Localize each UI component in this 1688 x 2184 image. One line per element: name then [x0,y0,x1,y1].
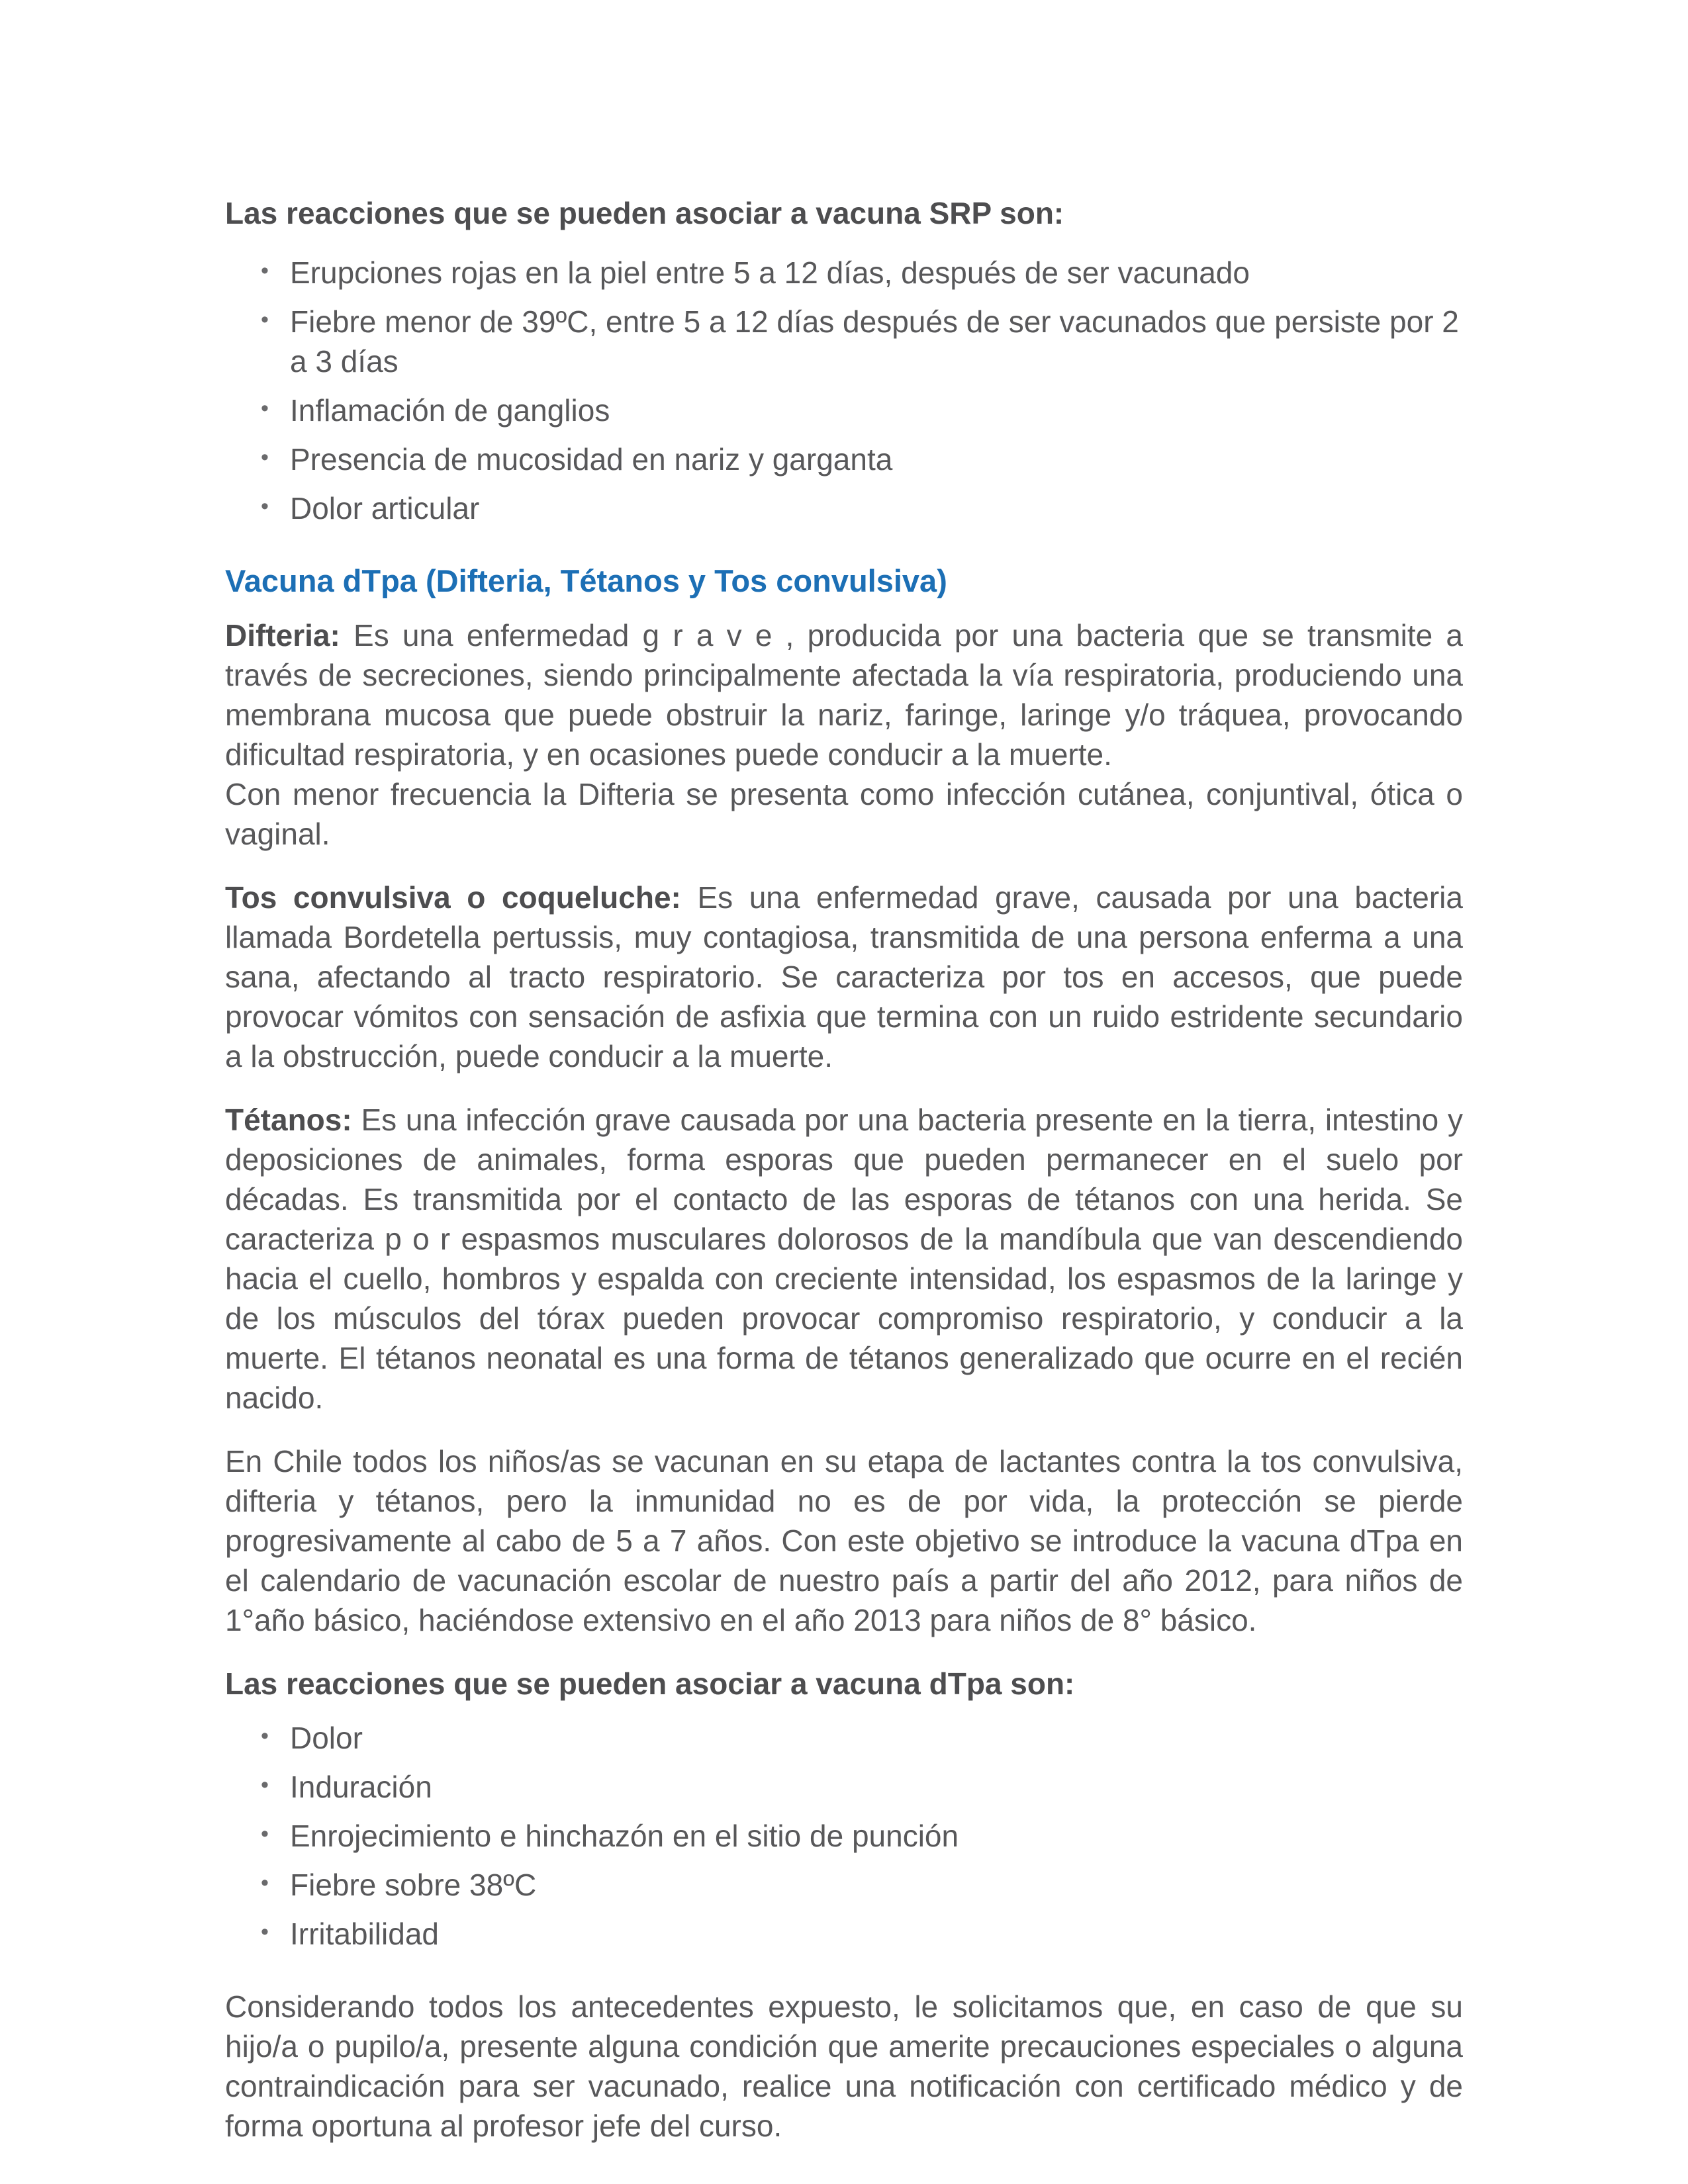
dtpa-reactions-heading: Las reacciones que se pueden asociar a vacuna dTpa son: [225,1666,1075,1701]
list-item: • Induración [290,1767,1463,1807]
difteria-lead: Difteria: [225,618,340,653]
list-item: • Dolor articular [290,488,1463,528]
list-item: • Irritabilidad [290,1914,1463,1954]
tetanos-text: Es una infección grave causada por una bacteria presente en la tierra, intestino y deposiciones de animales, forma esporas que pueden permanecer en el suelo por décadas. Es transmitida por el contacto de las esporas de tétanos con una herida. Se caracteriza p o r espasmos musculares dolorosos de la mandíbula que van descendiendo hacia el cuello, hombros y espalda con creciente intensidad, los espasmos de la laringe y de los músculos del tórax pueden provocar compromiso respiratorio, y conducir a la muerte. El tétanos neonatal es una forma de tétanos generalizado que ocurre en el recién nacido. [225,1103,1463,1415]
dtpa-reactions-list [225,1718,1463,1954]
tos-convulsiva-text: Es una enfermedad grave, causada por una bacteria llamada Bordetella pertussis, muy contagiosa, transmitida de una persona enferma a una sana, afectando al tracto respiratorio. Se caracteriza por tos en accesos, que puede provocar vómitos con sensación de asfixia que termina con un ruido estridente secundario a la obstrucción, puede conducir a la muerte. [225,880,1463,1073]
list-item: • Presencia de mucosidad en nariz y garganta [290,439,1463,479]
list-item: • Inflamación de ganglios [290,390,1463,430]
list-item: • Dolor [290,1718,1463,1758]
dtpa-vaccine-heading: Vacuna dTpa (Difteria, Tétanos y Tos convulsiva) [225,563,947,598]
list-item: • Fiebre sobre 38ºC [290,1865,1463,1905]
list-item: • Fiebre menor de 39ºC, entre 5 a 12 días después de ser vacunados que persiste por 2 a 3 días [290,302,1463,381]
list-item: • Erupciones rojas en la piel entre 5 a 12 días, después de ser vacunado [290,253,1463,293]
closing-paragraph: Considerando todos los antecedentes expuesto, le solicitamos que, en caso de que su hijo/a o pupilo/a, presente alguna condición que amerite precauciones especiales o alguna contraindicación para ser vacunado, realice una notificación con certificado médico y de forma oportuna al profesor jefe del curso. [225,1989,1463,2143]
difteria-second-line: Con menor frecuencia la Difteria se presenta como infección cutánea, conjuntival, ótica o vaginal. [225,777,1463,851]
difteria-paragraph [225,615,1463,854]
tos-convulsiva-paragraph [225,878,1463,1076]
srp-reactions-list [225,253,1463,528]
tos-convulsiva-lead: Tos convulsiva o coqueluche: [225,880,681,915]
chile-vaccination-paragraph: En Chile todos los niños/as se vacunan en su etapa de lactantes contra la tos convulsiva, difteria y tétanos, pero la inmunidad no es de por vida, la protección se pierde progresivamente al cabo de 5 a 7 años. Con este objetivo se introduce la vacuna dTpa en el calendario de vacunación escolar de nuestro país a partir del año 2012, para niños de 1°año básico, haciéndose extensivo en el año 2013 para niños de 8° básico. [225,1444,1463,1637]
tetanos-paragraph [225,1100,1463,1418]
tetanos-lead: Tétanos: [225,1103,352,1137]
srp-reactions-heading: Las reacciones que se pueden asociar a vacuna SRP son: [225,196,1064,230]
difteria-text: Es una enfermedad g r a v e , producida por una bacteria que se transmite a través de secreciones, siendo principalmente afectada la vía respiratoria, produciendo una membrana mucosa que puede obstruir la nariz, faringe, laringe y/o tráquea, provocando dificultad respiratoria, y en ocasiones puede conducir a la muerte. [225,618,1463,772]
list-item: • Enrojecimiento e hinchazón en el sitio de punción [290,1816,1463,1856]
